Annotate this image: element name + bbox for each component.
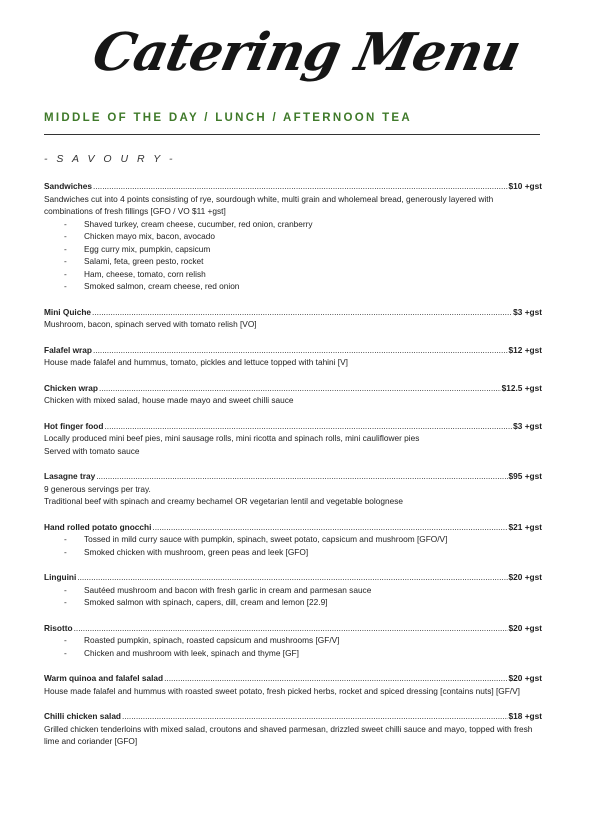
menu-item-name: Lasagne tray bbox=[44, 471, 96, 481]
menu-item-name: Hand rolled potato gnocchi bbox=[44, 521, 152, 532]
menu-item-price: $95 +gst bbox=[508, 471, 542, 481]
menu-item bbox=[44, 382, 542, 407]
menu-item-name: Sandwiches bbox=[44, 181, 92, 191]
menu-item-options bbox=[44, 533, 542, 558]
menu-item-price: $20 +gst bbox=[508, 572, 542, 582]
menu-item-description: 9 generous servings per tray. bbox=[44, 483, 151, 494]
menu-item-header bbox=[44, 420, 542, 433]
menu-item-header bbox=[44, 672, 542, 685]
dot-leader bbox=[92, 306, 512, 319]
dot-leader bbox=[77, 571, 507, 584]
menu-item-price: $12 +gst bbox=[508, 344, 542, 355]
menu-item-price: $18 +gst bbox=[508, 711, 542, 721]
menu-item-name: Chicken wrap bbox=[44, 382, 98, 393]
menu-item-option: - Salami, feta, green pesto, rocket bbox=[64, 255, 542, 268]
menu-items-list bbox=[44, 180, 542, 761]
menu-item-options bbox=[44, 218, 542, 293]
menu-item-header bbox=[44, 710, 542, 723]
menu-item-description: Served with tomato sauce bbox=[44, 445, 140, 456]
dot-leader bbox=[152, 521, 507, 534]
menu-item bbox=[44, 344, 542, 369]
menu-item-description: Traditional beef with spinach and creamy bechamel OR vegetarian lentil and vegetable bolognese bbox=[44, 496, 403, 506]
menu-item-name: Chilli chicken salad bbox=[44, 711, 122, 721]
menu-item-option: - Ham, cheese, tomato, corn relish bbox=[64, 268, 542, 281]
menu-item-option: - Smoked salmon, cream cheese, red onion bbox=[64, 280, 542, 293]
menu-item-price: $3 +gst bbox=[513, 420, 542, 431]
menu-item-price: $12.5 +gst bbox=[501, 382, 542, 393]
menu-item-name: Warm quinoa and falafel salad bbox=[44, 673, 164, 683]
menu-item-header bbox=[44, 622, 542, 635]
menu-item-header bbox=[44, 180, 542, 193]
menu-item-description: Mushroom, bacon, spinach served with tomato relish [VO] bbox=[44, 319, 257, 329]
menu-item-option: - Egg curry mix, pumpkin, capsicum bbox=[64, 243, 542, 256]
menu-item-options bbox=[44, 634, 542, 659]
menu-item bbox=[44, 521, 542, 559]
menu-item-name: Falafel wrap bbox=[44, 344, 92, 355]
menu-item-option: - Smoked salmon with spinach, capers, dill, cream and lemon [22.9] bbox=[64, 596, 542, 609]
menu-item-description: Sandwiches cut into 4 points consisting of rye, sourdough white, multi grain and wholemeal bread, generously layered with combinations of fresh fillings [GFO / VO $11 +gst] bbox=[44, 193, 494, 216]
menu-item bbox=[44, 470, 542, 508]
dot-leader bbox=[104, 420, 512, 433]
menu-item-option: - Smoked chicken with mushroom, green peas and leek [GFO] bbox=[64, 546, 542, 559]
dot-leader bbox=[164, 672, 507, 685]
menu-item-option: - Chicken and mushroom with leek, spinach and thyme [GF] bbox=[64, 647, 542, 660]
menu-item-option: - Chicken mayo mix, bacon, avocado bbox=[64, 230, 542, 243]
menu-item-name: Risotto bbox=[44, 622, 73, 633]
menu-item-option: - Shaved turkey, cream cheese, cucumber, red onion, cranberry bbox=[64, 218, 542, 231]
section-heading: MIDDLE OF THE DAY / LUNCH / AFTERNOON TEA bbox=[44, 112, 412, 124]
menu-item bbox=[44, 180, 542, 293]
menu-item bbox=[44, 571, 542, 609]
category-heading: - S A V O U R Y - bbox=[44, 153, 176, 165]
menu-item-name: Hot finger food bbox=[44, 420, 104, 431]
menu-item-description: Grilled chicken tenderloins with mixed salad, croutons and shaved parmesan, drizzled sweet chilli sauce and mayo, topped with fresh lime and coriander [GFO] bbox=[44, 723, 533, 746]
menu-item-name: Mini Quiche bbox=[44, 306, 92, 317]
menu-item-header bbox=[44, 571, 542, 584]
menu-item-price: $3 +gst bbox=[513, 306, 542, 317]
dot-leader bbox=[99, 382, 501, 395]
menu-item-description: Locally produced mini beef pies, mini sausage rolls, mini ricotta and spinach rolls, mini cauliflower pies bbox=[44, 433, 420, 443]
menu-item-option: - Sautéed mushroom and bacon with fresh garlic in cream and parmesan sauce bbox=[64, 584, 542, 597]
dot-leader bbox=[96, 470, 507, 483]
dot-leader bbox=[93, 180, 508, 193]
menu-item-price: $10 +gst bbox=[508, 181, 542, 191]
menu-item bbox=[44, 622, 542, 660]
dot-leader bbox=[74, 622, 508, 635]
menu-item-price: $20 +gst bbox=[508, 673, 542, 683]
menu-item bbox=[44, 710, 542, 748]
menu-item-header bbox=[44, 521, 542, 534]
menu-item-header bbox=[44, 344, 542, 357]
menu-item-header bbox=[44, 382, 542, 395]
menu-item bbox=[44, 306, 542, 331]
menu-item-description: House made falafel and hummus, tomato, pickles and lettuce topped with tahini [V] bbox=[44, 357, 348, 367]
dot-leader bbox=[93, 344, 508, 357]
menu-item bbox=[44, 420, 542, 458]
menu-item-price: $21 +gst bbox=[508, 521, 542, 532]
menu-item-option: - Roasted pumpkin, spinach, roasted capsicum and mushrooms [GF/V] bbox=[64, 634, 542, 647]
menu-item-header bbox=[44, 306, 542, 319]
menu-item-price: $20 +gst bbox=[508, 622, 542, 633]
menu-item-description: Chicken with mixed salad, house made mayo and sweet chilli sauce bbox=[44, 395, 294, 405]
menu-item bbox=[44, 672, 542, 697]
dot-leader bbox=[122, 710, 508, 723]
menu-item-options bbox=[44, 584, 542, 609]
menu-title: Catering Menu bbox=[87, 22, 526, 83]
menu-item-name: Linguini bbox=[44, 572, 77, 582]
menu-item-header bbox=[44, 470, 542, 483]
section-divider bbox=[44, 134, 540, 135]
menu-item-description: House made falafel and hummus with roasted sweet potato, fresh picked herbs, rocket and spiced dressing [contains nuts] [GF/V] bbox=[44, 685, 520, 696]
menu-item-option: - Tossed in mild curry sauce with pumpkin, spinach, sweet potato, capsicum and mushroom [GFO/V] bbox=[64, 533, 542, 546]
